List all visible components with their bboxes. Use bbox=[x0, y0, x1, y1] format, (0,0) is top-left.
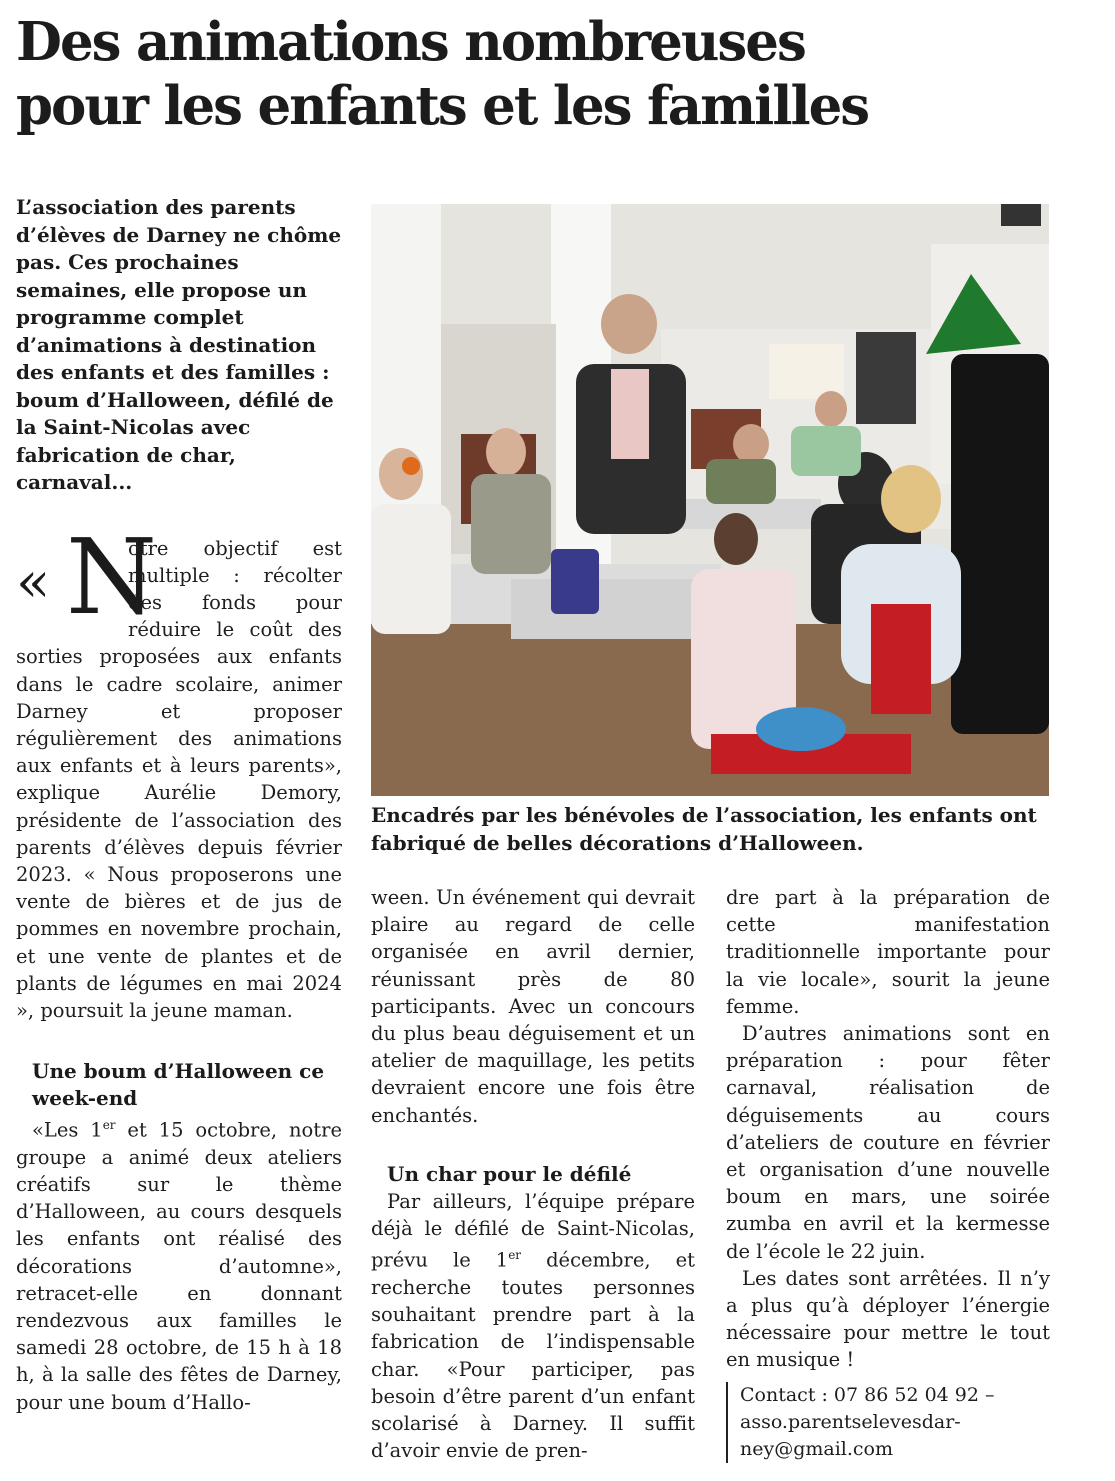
article-photo bbox=[371, 204, 1049, 796]
contact-email-part-1: asso.parentselevesdar- bbox=[740, 1410, 961, 1433]
opening-quote: « bbox=[16, 549, 51, 615]
char-text-a: Par ailleurs, l’équipe prépare déjà le défilé de Saint-Nicolas, prévu le 1 bbox=[371, 1189, 695, 1272]
photo-boy-head bbox=[733, 424, 769, 464]
column-1 bbox=[16, 194, 342, 1416]
contact-box bbox=[726, 1382, 1050, 1463]
photo-boy-head-2 bbox=[815, 391, 847, 427]
photo-adult-head bbox=[601, 294, 657, 354]
other-events-paragraph: D’autres animations sont en préparation : pour fêter carnaval, réalisation de déguisements au cours d’ateliers de couture en février et organisation d’une nouvelle boum en mars, une soirée zumba en avril et la kermesse de l’école le 22 juin. bbox=[726, 1022, 1050, 1263]
headline-line-1: Des animations nombreuses bbox=[16, 11, 805, 73]
subhead-char: Un char pour le défilé bbox=[387, 1161, 632, 1186]
photo-child-body-2 bbox=[471, 474, 551, 574]
char-text-b: décembre, et recherche toutes personnes souhaitant prendre part à la fabrication de l’indispensable char. «Pour participer, pas besoin d’être parent d’un enfant scolarisé à Darney. Il suffit d’avoir envie de pren- bbox=[371, 1248, 696, 1463]
pumpkin-icon bbox=[402, 457, 420, 475]
intro-paragraph bbox=[16, 515, 342, 1025]
clock-icon bbox=[1001, 204, 1041, 226]
char-continuation: dre part à la préparation de cette manifestation traditionnelle importante pour la vie locale», sourit la jeune femme. bbox=[726, 886, 1050, 1018]
photo-leaflet-rack bbox=[856, 332, 916, 424]
ordinal-suffix: er bbox=[102, 1118, 116, 1133]
column-2 bbox=[371, 884, 695, 1464]
photo-boy-body-2 bbox=[791, 426, 861, 476]
photo-blonde-head bbox=[881, 465, 941, 533]
dropcap-letter: N bbox=[66, 515, 157, 638]
photo-witch-body bbox=[951, 354, 1049, 734]
headline bbox=[16, 10, 1106, 138]
stitch-plush-icon bbox=[756, 707, 846, 751]
closing-paragraph: Les dates sont arrêtées. Il n’y a plus qu’à déployer l’énergie nécessaire pour mettre le tout en musique ! bbox=[726, 1266, 1050, 1372]
lantern-icon bbox=[551, 549, 599, 614]
photo-child-head bbox=[379, 448, 423, 500]
photo-caption: Encadrés par les bénévoles de l’association, les enfants ont fabriqué de belles décorations d’Halloween. bbox=[371, 803, 1037, 855]
photo-child-head-2 bbox=[486, 428, 526, 476]
headline-line-2: pour les enfants et les familles bbox=[16, 75, 869, 137]
photo-poster bbox=[769, 344, 844, 399]
halloween-continuation: ween. Un événement qui devrait plaire au regard de celle organisée en avril dernier, réunissant près de 80 participants. Avec un concours du plus beau déguisement et un atelier de maquillage, les petits devraient encore une fois être enchantés. bbox=[371, 886, 695, 1127]
contact-phone: Contact : 07 86 52 04 92 – bbox=[740, 1383, 995, 1406]
photo-child-body bbox=[371, 504, 451, 634]
intro-text: otre objectif est multiple : récolter des fonds pour réduire le coût des sorties proposées aux enfants dans le cadre scolaire, animer Darney et proposer régulièrement des animations aux enfants et à leurs parents», explique Aurélie Demory, présidente de l’association des parents d’élèves depuis février 2023. « Nous proposerons une vente de bières et de jus de pommes en novembre prochain, et une vente de plantes et de plants de légumes en mai 2024 », poursuit la jeune maman. bbox=[16, 536, 342, 1022]
photo-scarf bbox=[611, 369, 649, 459]
lede: L’association des parents d’élèves de Darney ne chôme pas. Ces prochaines semaines, elle propose un programme complet d’animations à destination des enfants et des familles : boum d’Halloween, défilé de la Saint-Nicolas avec fabrication de char, carnaval... bbox=[16, 195, 342, 494]
photo-illustration bbox=[371, 204, 1049, 796]
photo-girl-head bbox=[714, 513, 758, 565]
contact-email-part-2: ney@gmail.com bbox=[740, 1437, 894, 1460]
halloween-text-a: «Les 1 bbox=[32, 1118, 103, 1142]
char-paragraph bbox=[371, 1188, 695, 1465]
photo-red-chair-2 bbox=[871, 604, 931, 714]
halloween-text-b: et 15 octobre, notre groupe a animé deux ateliers créatifs sur le thème d’Halloween, au cours desquels les enfants ont réalisé des décorations d’automne», retracet-elle en donnant rendezvous aux familles le samedi 28 octobre, de 15 h à 18 h, à la salle des fêtes de Darney, pour une boum d’Hallo- bbox=[16, 1118, 342, 1414]
subhead-halloween: Une boum d’Halloween ce week-end bbox=[32, 1059, 325, 1111]
photo-boy-body bbox=[706, 459, 776, 504]
ordinal-suffix-2: er bbox=[508, 1248, 522, 1263]
halloween-paragraph bbox=[16, 1112, 342, 1416]
column-3 bbox=[726, 884, 1050, 1463]
